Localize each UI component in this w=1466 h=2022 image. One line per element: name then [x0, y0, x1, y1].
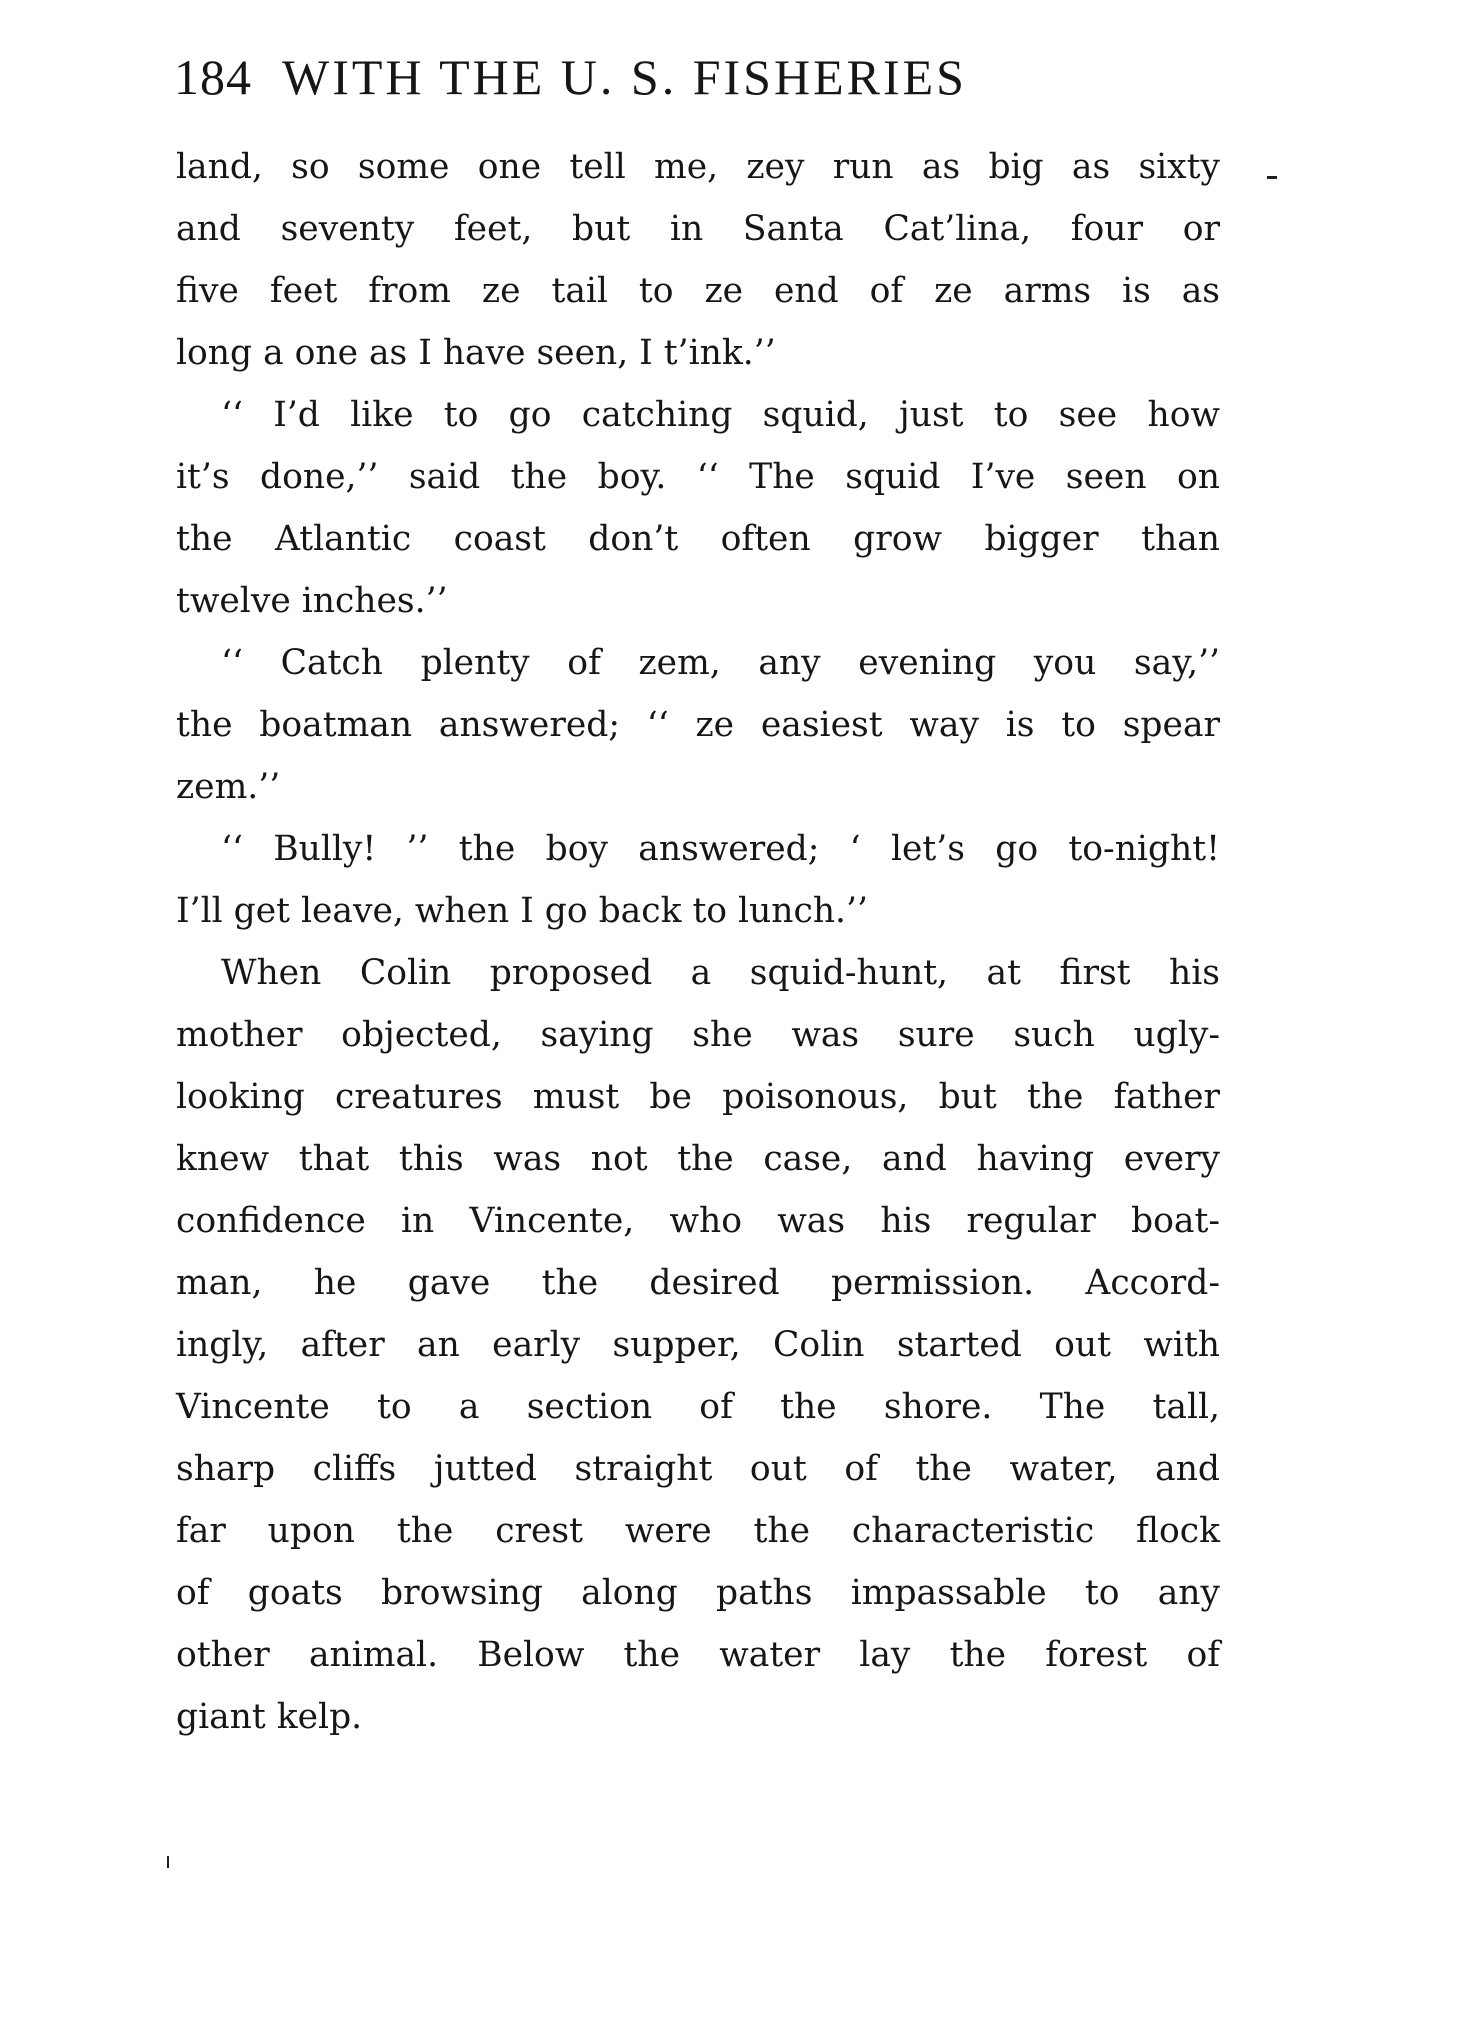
text-line: the boatman answered; ‘‘ ze easiest way is to spear	[176, 705, 1220, 745]
scan-speck	[167, 1856, 169, 1868]
text-line: giant kelp.	[176, 1697, 363, 1737]
text-line: other animal. Below the water lay the forest of	[176, 1635, 1220, 1675]
text-line: five feet from ze tail to ze end of ze arms is as	[176, 271, 1220, 311]
text-line: long a one as I have seen, I t’ink.’’	[176, 333, 776, 373]
text-line: the Atlantic coast don’t often grow bigger than	[176, 519, 1220, 559]
text-line: I’ll get leave, when I go back to lunch.’’	[176, 891, 868, 931]
text-line: looking creatures must be poisonous, but the father	[176, 1077, 1220, 1117]
text-line: of goats browsing along paths impassable to any	[176, 1573, 1220, 1613]
page-number: 184	[174, 49, 252, 105]
text-line: Vincente to a section of the shore. The tall,	[176, 1387, 1220, 1427]
text-line: twelve inches.’’	[176, 581, 448, 621]
text-line: mother objected, saying she was sure such ugly-	[176, 1015, 1220, 1055]
paragraph-start-line: ‘‘ Catch plenty of zem, any evening you say,’’	[221, 643, 1220, 683]
paragraph-start-line: ‘‘ I’d like to go catching squid, just to see how	[221, 395, 1220, 435]
text-line: confidence in Vincente, who was his regular boat-	[176, 1201, 1220, 1241]
text-line: sharp cliffs jutted straight out of the water, and	[176, 1449, 1220, 1489]
running-head	[174, 42, 1254, 112]
text-line: and seventy feet, but in Santa Cat’lina, four or	[176, 209, 1220, 249]
text-line: knew that this was not the case, and having every	[176, 1139, 1220, 1179]
text-line: zem.’’	[176, 767, 281, 807]
text-line: man, he gave the desired permission. Accord-	[176, 1263, 1220, 1303]
body-text	[176, 136, 1220, 1748]
running-title: WITH THE U. S. FISHERIES	[282, 49, 967, 105]
paragraph-start-line: ‘‘ Bully! ’’ the boy answered; ‘ let’s go to-night!	[221, 829, 1220, 869]
text-line: it’s done,’’ said the boy. ‘‘ The squid I’ve seen on	[176, 457, 1220, 497]
text-line: ingly, after an early supper, Colin started out with	[176, 1325, 1220, 1365]
scan-speck	[1267, 176, 1277, 179]
paragraph-start-line: When Colin proposed a squid-hunt, at first his	[221, 953, 1220, 993]
text-line: land, so some one tell me, zey run as big as sixty	[176, 147, 1220, 187]
text-line: far upon the crest were the characteristic flock	[176, 1511, 1220, 1551]
